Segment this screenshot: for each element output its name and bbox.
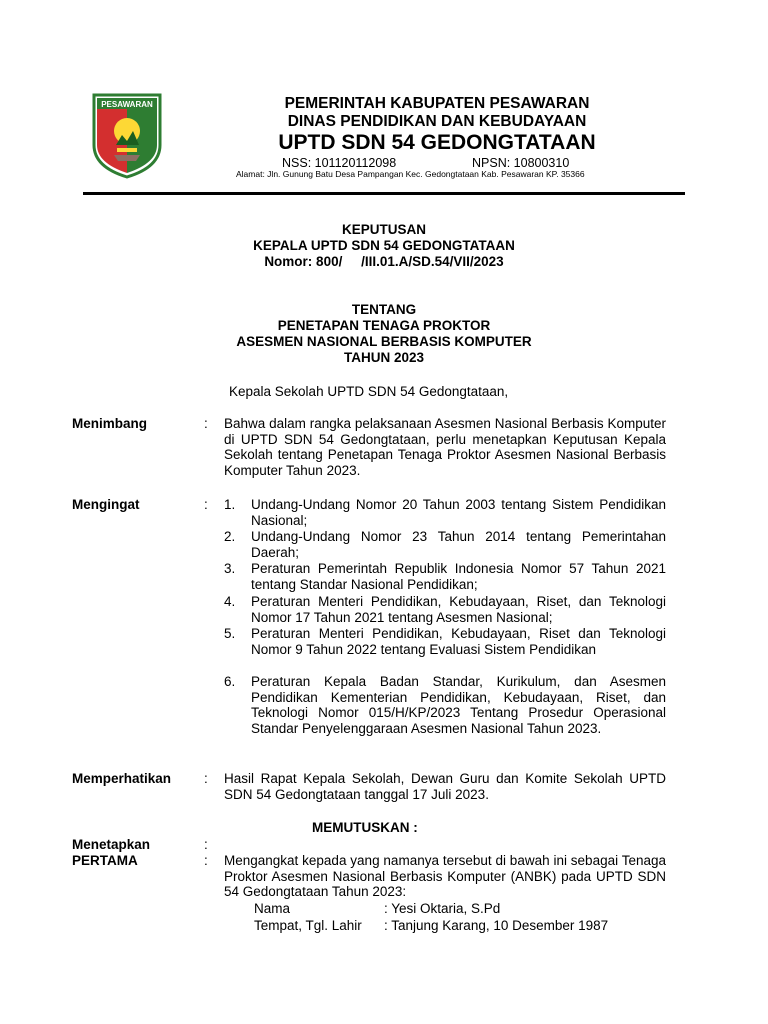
logo-lettering: PESAWARAN xyxy=(101,100,153,109)
field-label-birth: Tempat, Tgl. Lahir xyxy=(254,918,362,933)
memperhatikan-text: Hasil Rapat Kepala Sekolah, Dewan Guru dan Komite Sekolah UPTD SDN 54 Gedongtataan tanggal 17 Juli 2023. xyxy=(224,771,666,802)
subject-year: TAHUN 2023 xyxy=(343,350,425,365)
memperhatikan-colon: : xyxy=(204,771,208,786)
mengingat-item: Undang-Undang Nomor 20 Tahun 2003 tentang Sistem Pendidikan Nasional; xyxy=(251,497,666,528)
menimbang-text: Bahwa dalam rangka pelaksanaan Asesmen Nasional Berbasis Komputer di UPTD SDN 54 Gedongtataan, perlu menetapkan Keputusan Kepala Sekolah tentang Penetapan Tenaga Proktor Asesmen Nasional Berbasis Komputer Tahun 2023. xyxy=(224,416,666,478)
pertama-label: PERTAMA xyxy=(72,853,138,868)
mengingat-item-number: 3. xyxy=(224,561,236,576)
regency-logo xyxy=(92,93,162,179)
mengingat-item: Peraturan Pemerintah Republik Indonesia Nomor 57 Tahun 2021 tentang Standar Nasional Pendidikan; xyxy=(251,561,666,592)
mengingat-item-number: 6. xyxy=(224,674,236,689)
mengingat-item: Undang-Undang Nomor 23 Tahun 2014 tentang Pemerintahan Daerah; xyxy=(251,529,666,560)
mengingat-colon: : xyxy=(204,497,208,512)
pertama-colon: : xyxy=(204,853,208,868)
mengingat-item-number: 1. xyxy=(224,497,236,512)
menetapkan-label: Menetapkan xyxy=(72,837,151,852)
letterhead-government: PEMERINTAH KABUPATEN PESAWARAN xyxy=(284,95,590,112)
field-label-nama: Nama xyxy=(254,901,291,916)
field-value-birth: : Tanjung Karang, 10 Desember 1987 xyxy=(384,918,609,933)
menimbang-colon: : xyxy=(204,416,208,431)
menimbang-label: Menimbang xyxy=(72,416,148,431)
about-heading: TENTANG xyxy=(351,302,417,317)
field-value-nama: : Yesi Oktaria, S.Pd xyxy=(384,901,501,916)
mengingat-item: Peraturan Menteri Pendidikan, Kebudayaan, Riset dan Teknologi Nomor 9 Tahun 2022 tentang Evaluasi Sistem Pendidikan xyxy=(251,626,666,657)
decision-title: KEPUTUSAN xyxy=(341,222,426,237)
mengingat-item-number: 2. xyxy=(224,529,236,544)
decision-issuer: KEPALA UPTD SDN 54 GEDONGTATAAN xyxy=(253,238,515,253)
mengingat-item-number: 5. xyxy=(224,626,236,641)
subject-line-2: ASESMEN NASIONAL BERBASIS KOMPUTER xyxy=(236,334,532,349)
memperhatikan-label: Memperhatikan xyxy=(72,771,172,786)
letterhead-department: DINAS PENDIDIKAN DAN KEBUDAYAAN xyxy=(287,113,587,130)
mengingat-item: Peraturan Menteri Pendidikan, Kebudayaan, Riset, dan Teknologi Nomor 17 Tahun 2021 tentang Asesmen Nasional; xyxy=(251,594,666,625)
mengingat-label: Mengingat xyxy=(72,497,140,512)
nss-number: NSS: 101120112098 xyxy=(282,156,397,170)
school-address: Alamat: Jln. Gunung Batu Desa Pampangan Kec. Gedongtataan Kab. Pesawaran KP. 35366 xyxy=(236,169,585,179)
npsn-number: NPSN: 10800310 xyxy=(472,156,570,170)
mengingat-item: Peraturan Kepala Badan Standar, Kurikulum, dan Asesmen Pendidikan Kementerian Pendidikan, Kebudayaan, Riset, dan Teknologi Nomor 015/H/KP/2023 Tentang Prosedur Operasional Standar Penyelenggaraan Asesmen Nasional Tahun 2023. xyxy=(251,674,666,736)
opening-line: Kepala Sekolah UPTD SDN 54 Gedongtataan, xyxy=(229,384,509,399)
pertama-text: Mengangkat kepada yang namanya tersebut di bawah ini sebagai Tenaga Proktor Asesmen Nasional Berbasis Komputer (ANBK) pada UPTD SDN 54 Gedongtataan Tahun 2023: xyxy=(224,853,666,900)
decision-number: Nomor: 800/ /III.01.A/SD.54/VII/2023 xyxy=(264,254,504,269)
letterhead-school: UPTD SDN 54 GEDONGTATAAN xyxy=(278,131,596,154)
mengingat-item-number: 4. xyxy=(224,594,236,609)
menetapkan-colon: : xyxy=(204,837,208,852)
letterhead-divider xyxy=(83,192,685,195)
subject-line-1: PENETAPAN TENAGA PROKTOR xyxy=(277,318,491,333)
memutuskan-heading: MEMUTUSKAN : xyxy=(312,820,418,835)
